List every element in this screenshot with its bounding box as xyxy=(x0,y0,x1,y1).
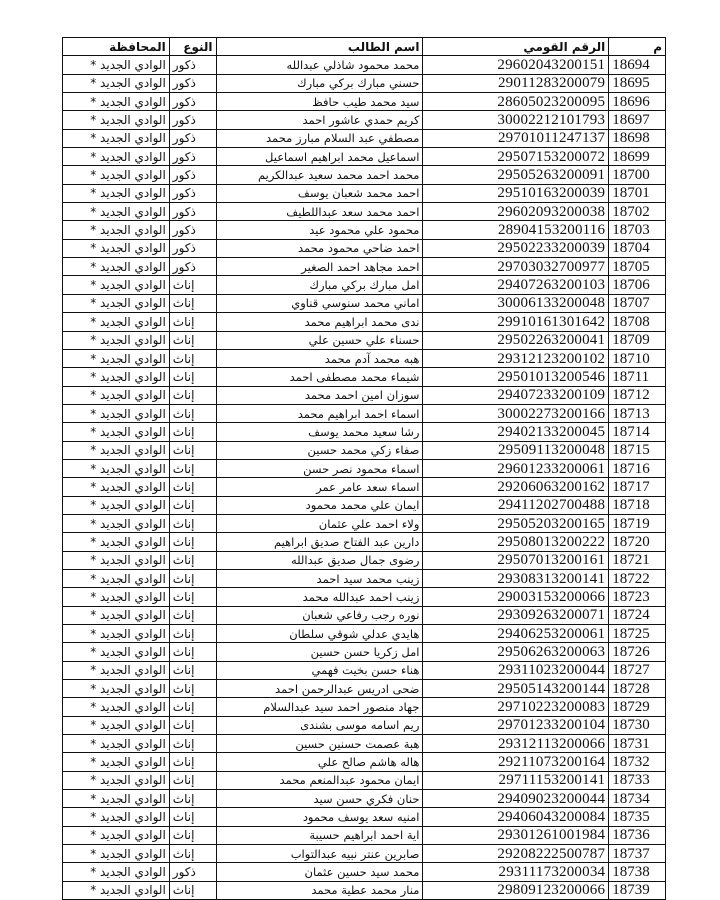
table-row xyxy=(63,881,666,899)
cell-type: إناث xyxy=(169,404,216,422)
cell-national-id: 29411202700488 xyxy=(423,496,609,514)
table-row xyxy=(63,716,666,734)
table-row xyxy=(63,74,666,92)
table-row xyxy=(63,625,666,643)
cell-governorate: الوادي الجديد * xyxy=(63,56,170,74)
cell-governorate: الوادي الجديد * xyxy=(63,459,170,477)
cell-governorate: الوادي الجديد * xyxy=(63,661,170,679)
cell-governorate: الوادي الجديد * xyxy=(63,331,170,349)
cell-student-name: سيد محمد طيب حافظ xyxy=(216,93,423,111)
cell-national-id: 28605023200095 xyxy=(423,93,609,111)
cell-seq: 18734 xyxy=(609,790,666,808)
cell-student-name: احمد مجاهد احمد الصغير xyxy=(216,258,423,276)
cell-type: إناث xyxy=(169,386,216,404)
cell-national-id: 29406253200061 xyxy=(423,625,609,643)
table-row xyxy=(63,588,666,606)
cell-type: إناث xyxy=(169,808,216,826)
cell-seq: 18727 xyxy=(609,661,666,679)
cell-seq: 18723 xyxy=(609,588,666,606)
cell-type: إناث xyxy=(169,606,216,624)
cell-type: ذكور xyxy=(169,74,216,92)
cell-national-id: 30002212101793 xyxy=(423,111,609,129)
cell-governorate: الوادي الجديد * xyxy=(63,716,170,734)
table-row xyxy=(63,313,666,331)
cell-type: إناث xyxy=(169,826,216,844)
cell-seq: 18714 xyxy=(609,423,666,441)
cell-type: ذكور xyxy=(169,111,216,129)
header-governorate: المحافظة xyxy=(63,38,170,56)
cell-national-id: 29003153200066 xyxy=(423,588,609,606)
header-national-id: الرقم القومي xyxy=(423,38,609,56)
cell-student-name: منار محمد عطية محمد xyxy=(216,881,423,899)
cell-student-name: دارين عبد الفتاح صديق ابراهيم xyxy=(216,533,423,551)
table-row xyxy=(63,294,666,312)
cell-national-id: 29505203200165 xyxy=(423,514,609,532)
header-type: النوع xyxy=(169,38,216,56)
cell-student-name: سوزان امين احمد محمد xyxy=(216,386,423,404)
cell-national-id: 29602043200151 xyxy=(423,56,609,74)
student-roster-table xyxy=(62,37,666,900)
cell-type: ذكور xyxy=(169,239,216,257)
cell-student-name: اسماعيل محمد ابراهيم اسماعيل xyxy=(216,148,423,166)
cell-student-name: محمود علي محمود عيد xyxy=(216,221,423,239)
cell-governorate: الوادي الجديد * xyxy=(63,808,170,826)
table-row xyxy=(63,698,666,716)
cell-governorate: الوادي الجديد * xyxy=(63,423,170,441)
cell-governorate: الوادي الجديد * xyxy=(63,184,170,202)
cell-governorate: الوادي الجديد * xyxy=(63,148,170,166)
cell-student-name: ايمان علي محمد محمود xyxy=(216,496,423,514)
table-row xyxy=(63,533,666,551)
cell-governorate: الوادي الجديد * xyxy=(63,313,170,331)
cell-type: إناث xyxy=(169,294,216,312)
cell-type: إناث xyxy=(169,533,216,551)
cell-student-name: حسناء علي حسين علي xyxy=(216,331,423,349)
table-row xyxy=(63,331,666,349)
cell-seq: 18728 xyxy=(609,680,666,698)
cell-governorate: الوادي الجديد * xyxy=(63,698,170,716)
cell-seq: 18724 xyxy=(609,606,666,624)
cell-seq: 18729 xyxy=(609,698,666,716)
cell-student-name: هايدي عدلي شوقي سلطان xyxy=(216,625,423,643)
cell-seq: 18702 xyxy=(609,203,666,221)
cell-seq: 18699 xyxy=(609,148,666,166)
cell-seq: 18703 xyxy=(609,221,666,239)
cell-type: إناث xyxy=(169,643,216,661)
cell-student-name: حنان فكري حسن سيد xyxy=(216,790,423,808)
cell-national-id: 29703032700977 xyxy=(423,258,609,276)
cell-seq: 18700 xyxy=(609,166,666,184)
cell-student-name: ريم اسامه موسى بشندى xyxy=(216,716,423,734)
cell-governorate: الوادي الجديد * xyxy=(63,845,170,863)
cell-national-id: 29910161301642 xyxy=(423,313,609,331)
table-row xyxy=(63,478,666,496)
cell-seq: 18739 xyxy=(609,881,666,899)
cell-seq: 18709 xyxy=(609,331,666,349)
cell-national-id: 29701011247137 xyxy=(423,129,609,147)
cell-type: إناث xyxy=(169,661,216,679)
cell-national-id: 29502233200039 xyxy=(423,239,609,257)
table-row xyxy=(63,148,666,166)
cell-governorate: الوادي الجديد * xyxy=(63,478,170,496)
cell-seq: 18696 xyxy=(609,93,666,111)
table-row xyxy=(63,239,666,257)
cell-seq: 18704 xyxy=(609,239,666,257)
cell-student-name: هبه محمد آدم محمد xyxy=(216,349,423,367)
cell-governorate: الوادي الجديد * xyxy=(63,276,170,294)
cell-seq: 18711 xyxy=(609,368,666,386)
cell-seq: 18706 xyxy=(609,276,666,294)
table-body xyxy=(63,56,666,900)
cell-governorate: الوادي الجديد * xyxy=(63,753,170,771)
cell-type: إناث xyxy=(169,735,216,753)
cell-national-id: 29407233200109 xyxy=(423,386,609,404)
cell-national-id: 29510163200039 xyxy=(423,184,609,202)
cell-type: إناث xyxy=(169,753,216,771)
cell-national-id: 29711153200141 xyxy=(423,771,609,789)
cell-student-name: ندى محمد ابراهيم محمد xyxy=(216,313,423,331)
cell-national-id: 29407263200103 xyxy=(423,276,609,294)
cell-student-name: اية احمد ابراهيم حسيبة xyxy=(216,826,423,844)
cell-seq: 18718 xyxy=(609,496,666,514)
cell-national-id: 29206063200162 xyxy=(423,478,609,496)
cell-seq: 18726 xyxy=(609,643,666,661)
cell-student-name: زينب محمد سيد احمد xyxy=(216,569,423,587)
cell-governorate: الوادي الجديد * xyxy=(63,606,170,624)
cell-governorate: الوادي الجديد * xyxy=(63,111,170,129)
cell-national-id: 29601233200061 xyxy=(423,459,609,477)
cell-student-name: اسماء احمد ابراهيم محمد xyxy=(216,404,423,422)
cell-student-name: هناء حسن بخيت فهمي xyxy=(216,661,423,679)
cell-type: إناث xyxy=(169,551,216,569)
table-row xyxy=(63,258,666,276)
cell-national-id: 29309263200071 xyxy=(423,606,609,624)
cell-type: إناث xyxy=(169,496,216,514)
cell-seq: 18712 xyxy=(609,386,666,404)
cell-national-id: 29701233200104 xyxy=(423,716,609,734)
cell-student-name: شيماء محمد مصطفى احمد xyxy=(216,368,423,386)
cell-national-id: 29501013200546 xyxy=(423,368,609,386)
table-row xyxy=(63,845,666,863)
table-row xyxy=(63,514,666,532)
table-row xyxy=(63,129,666,147)
cell-seq: 18721 xyxy=(609,551,666,569)
cell-governorate: الوادي الجديد * xyxy=(63,680,170,698)
cell-governorate: الوادي الجديد * xyxy=(63,129,170,147)
cell-student-name: مصطفي عبد السلام مبارز محمد xyxy=(216,129,423,147)
cell-type: ذكور xyxy=(169,166,216,184)
table-row xyxy=(63,808,666,826)
table-row xyxy=(63,441,666,459)
cell-seq: 18697 xyxy=(609,111,666,129)
cell-governorate: الوادي الجديد * xyxy=(63,93,170,111)
cell-seq: 18730 xyxy=(609,716,666,734)
cell-governorate: الوادي الجديد * xyxy=(63,881,170,899)
cell-governorate: الوادي الجديد * xyxy=(63,386,170,404)
table-row xyxy=(63,606,666,624)
cell-governorate: الوادي الجديد * xyxy=(63,294,170,312)
cell-national-id: 29402133200045 xyxy=(423,423,609,441)
cell-seq: 18710 xyxy=(609,349,666,367)
cell-governorate: الوادي الجديد * xyxy=(63,533,170,551)
cell-type: إناث xyxy=(169,845,216,863)
cell-type: إناث xyxy=(169,276,216,294)
cell-student-name: اسماء محمود نصر حسن xyxy=(216,459,423,477)
cell-seq: 18713 xyxy=(609,404,666,422)
cell-student-name: اسماء سعد عامر عمر xyxy=(216,478,423,496)
cell-type: إناث xyxy=(169,349,216,367)
cell-student-name: هبة عصمت حسنين حسين xyxy=(216,735,423,753)
cell-national-id: 29508013200222 xyxy=(423,533,609,551)
cell-seq: 18720 xyxy=(609,533,666,551)
cell-student-name: نوره رجب رفاعي شعبان xyxy=(216,606,423,624)
table-row xyxy=(63,276,666,294)
cell-national-id: 29301261001984 xyxy=(423,826,609,844)
cell-type: ذكور xyxy=(169,203,216,221)
cell-student-name: محمد محمود شاذلي عبدالله xyxy=(216,56,423,74)
cell-governorate: الوادي الجديد * xyxy=(63,551,170,569)
table-row xyxy=(63,56,666,74)
cell-type: ذكور xyxy=(169,129,216,147)
cell-seq: 18725 xyxy=(609,625,666,643)
cell-type: إناث xyxy=(169,588,216,606)
table-row xyxy=(63,753,666,771)
cell-national-id: 29710223200083 xyxy=(423,698,609,716)
cell-governorate: الوادي الجديد * xyxy=(63,74,170,92)
cell-seq: 18719 xyxy=(609,514,666,532)
cell-national-id: 29507153200072 xyxy=(423,148,609,166)
cell-student-name: حسني مبارك بركي مبارك xyxy=(216,74,423,92)
cell-governorate: الوادي الجديد * xyxy=(63,735,170,753)
cell-governorate: الوادي الجديد * xyxy=(63,441,170,459)
cell-student-name: اماني محمد سنوسي قناوي xyxy=(216,294,423,312)
cell-type: إناث xyxy=(169,698,216,716)
cell-governorate: الوادي الجديد * xyxy=(63,221,170,239)
cell-type: إناث xyxy=(169,625,216,643)
cell-governorate: الوادي الجديد * xyxy=(63,239,170,257)
cell-national-id: 29502263200041 xyxy=(423,331,609,349)
cell-type: ذكور xyxy=(169,258,216,276)
cell-governorate: الوادي الجديد * xyxy=(63,258,170,276)
table-row xyxy=(63,459,666,477)
cell-governorate: الوادي الجديد * xyxy=(63,588,170,606)
cell-national-id: 29312123200102 xyxy=(423,349,609,367)
cell-type: إناث xyxy=(169,441,216,459)
cell-type: ذكور xyxy=(169,184,216,202)
cell-national-id: 29509113200048 xyxy=(423,441,609,459)
table-row xyxy=(63,496,666,514)
cell-type: إناث xyxy=(169,569,216,587)
cell-national-id: 29311023200044 xyxy=(423,661,609,679)
table-row xyxy=(63,735,666,753)
cell-type: ذكور xyxy=(169,93,216,111)
table-row xyxy=(63,826,666,844)
cell-seq: 18701 xyxy=(609,184,666,202)
cell-seq: 18705 xyxy=(609,258,666,276)
table-row xyxy=(63,680,666,698)
table-row xyxy=(63,203,666,221)
cell-national-id: 30006133200048 xyxy=(423,294,609,312)
cell-type: إناث xyxy=(169,680,216,698)
table-row xyxy=(63,349,666,367)
student-roster-sheet xyxy=(62,37,666,900)
table-row xyxy=(63,166,666,184)
cell-governorate: الوادي الجديد * xyxy=(63,203,170,221)
table-row xyxy=(63,368,666,386)
cell-type: إناث xyxy=(169,716,216,734)
cell-governorate: الوادي الجديد * xyxy=(63,349,170,367)
cell-national-id: 29308313200141 xyxy=(423,569,609,587)
cell-type: إناث xyxy=(169,313,216,331)
cell-seq: 18736 xyxy=(609,826,666,844)
table-row xyxy=(63,790,666,808)
cell-national-id: 29311173200034 xyxy=(423,863,609,881)
table-row xyxy=(63,661,666,679)
cell-student-name: كريم حمدي عاشور احمد xyxy=(216,111,423,129)
cell-student-name: رضوى جمال صديق عبدالله xyxy=(216,551,423,569)
cell-student-name: ايمان محمود عبدالمنعم محمد xyxy=(216,771,423,789)
table-row xyxy=(63,93,666,111)
cell-student-name: ولاء احمد علي عثمان xyxy=(216,514,423,532)
cell-national-id: 29505143200144 xyxy=(423,680,609,698)
cell-type: ذكور xyxy=(169,148,216,166)
cell-student-name: امل زكريا حسن حسين xyxy=(216,643,423,661)
cell-national-id: 29602093200038 xyxy=(423,203,609,221)
cell-governorate: الوادي الجديد * xyxy=(63,625,170,643)
cell-national-id: 29312113200066 xyxy=(423,735,609,753)
cell-type: ذكور xyxy=(169,221,216,239)
table-row xyxy=(63,111,666,129)
cell-national-id: 29208222500787 xyxy=(423,845,609,863)
cell-student-name: محمد سيد حسين عثمان xyxy=(216,863,423,881)
cell-student-name: صابرين عنتر نبيه عبدالتواب xyxy=(216,845,423,863)
table-header-row xyxy=(63,38,666,56)
cell-type: إناث xyxy=(169,514,216,532)
table-row xyxy=(63,184,666,202)
cell-type: إناث xyxy=(169,478,216,496)
cell-seq: 18732 xyxy=(609,753,666,771)
cell-type: ذكور xyxy=(169,56,216,74)
cell-seq: 18708 xyxy=(609,313,666,331)
cell-student-name: احمد ضاحي محمود محمد xyxy=(216,239,423,257)
cell-type: إناث xyxy=(169,790,216,808)
cell-governorate: الوادي الجديد * xyxy=(63,826,170,844)
cell-national-id: 29505263200091 xyxy=(423,166,609,184)
cell-seq: 18731 xyxy=(609,735,666,753)
cell-student-name: امل مبارك بركي مبارك xyxy=(216,276,423,294)
cell-seq: 18707 xyxy=(609,294,666,312)
cell-national-id: 29406043200084 xyxy=(423,808,609,826)
cell-student-name: محمد احمد محمد سعيد عبدالكريم xyxy=(216,166,423,184)
cell-national-id: 29211073200164 xyxy=(423,753,609,771)
table-row xyxy=(63,551,666,569)
cell-student-name: امنيه سعد يوسف محمود xyxy=(216,808,423,826)
table-row xyxy=(63,423,666,441)
cell-governorate: الوادي الجديد * xyxy=(63,863,170,881)
cell-seq: 18722 xyxy=(609,569,666,587)
header-seq: م xyxy=(609,38,666,56)
cell-seq: 18694 xyxy=(609,56,666,74)
cell-national-id: 28904153200116 xyxy=(423,221,609,239)
cell-national-id: 29507013200161 xyxy=(423,551,609,569)
table-row xyxy=(63,569,666,587)
cell-seq: 18716 xyxy=(609,459,666,477)
cell-governorate: الوادي الجديد * xyxy=(63,514,170,532)
cell-type: إناث xyxy=(169,423,216,441)
cell-student-name: ضحى ادريس عبدالرحمن احمد xyxy=(216,680,423,698)
cell-national-id: 29409023200044 xyxy=(423,790,609,808)
cell-governorate: الوادي الجديد * xyxy=(63,404,170,422)
cell-governorate: الوادي الجديد * xyxy=(63,790,170,808)
cell-seq: 18735 xyxy=(609,808,666,826)
cell-student-name: رشا سعيد محمد يوسف xyxy=(216,423,423,441)
cell-governorate: الوادي الجديد * xyxy=(63,643,170,661)
table-row xyxy=(63,643,666,661)
cell-governorate: الوادي الجديد * xyxy=(63,569,170,587)
cell-governorate: الوادي الجديد * xyxy=(63,166,170,184)
cell-type: إناث xyxy=(169,881,216,899)
cell-governorate: الوادي الجديد * xyxy=(63,368,170,386)
cell-seq: 18737 xyxy=(609,845,666,863)
header-student-name: اسم الطالب xyxy=(216,38,423,56)
cell-national-id: 29809123200066 xyxy=(423,881,609,899)
cell-seq: 18733 xyxy=(609,771,666,789)
cell-national-id: 29011283200079 xyxy=(423,74,609,92)
table-row xyxy=(63,386,666,404)
cell-seq: 18698 xyxy=(609,129,666,147)
cell-student-name: احمد محمد شعبان يوسف xyxy=(216,184,423,202)
cell-type: إناث xyxy=(169,368,216,386)
cell-seq: 18738 xyxy=(609,863,666,881)
cell-governorate: الوادي الجديد * xyxy=(63,496,170,514)
table-row xyxy=(63,221,666,239)
cell-national-id: 29506263200063 xyxy=(423,643,609,661)
cell-type: إناث xyxy=(169,331,216,349)
table-row xyxy=(63,863,666,881)
cell-type: إناث xyxy=(169,771,216,789)
cell-seq: 18695 xyxy=(609,74,666,92)
table-row xyxy=(63,404,666,422)
table-row xyxy=(63,771,666,789)
cell-student-name: هاله هاشم صالح علي xyxy=(216,753,423,771)
cell-type: ذكور xyxy=(169,863,216,881)
cell-governorate: الوادي الجديد * xyxy=(63,771,170,789)
cell-student-name: جهاد منصور احمد سيد عبدالسلام xyxy=(216,698,423,716)
cell-student-name: زينب احمد عبدالله محمد xyxy=(216,588,423,606)
cell-student-name: صفاء زكي محمد حسين xyxy=(216,441,423,459)
cell-seq: 18717 xyxy=(609,478,666,496)
cell-student-name: احمد محمد سعد عبداللطيف xyxy=(216,203,423,221)
cell-national-id: 30002273200166 xyxy=(423,404,609,422)
cell-seq: 18715 xyxy=(609,441,666,459)
cell-type: إناث xyxy=(169,459,216,477)
